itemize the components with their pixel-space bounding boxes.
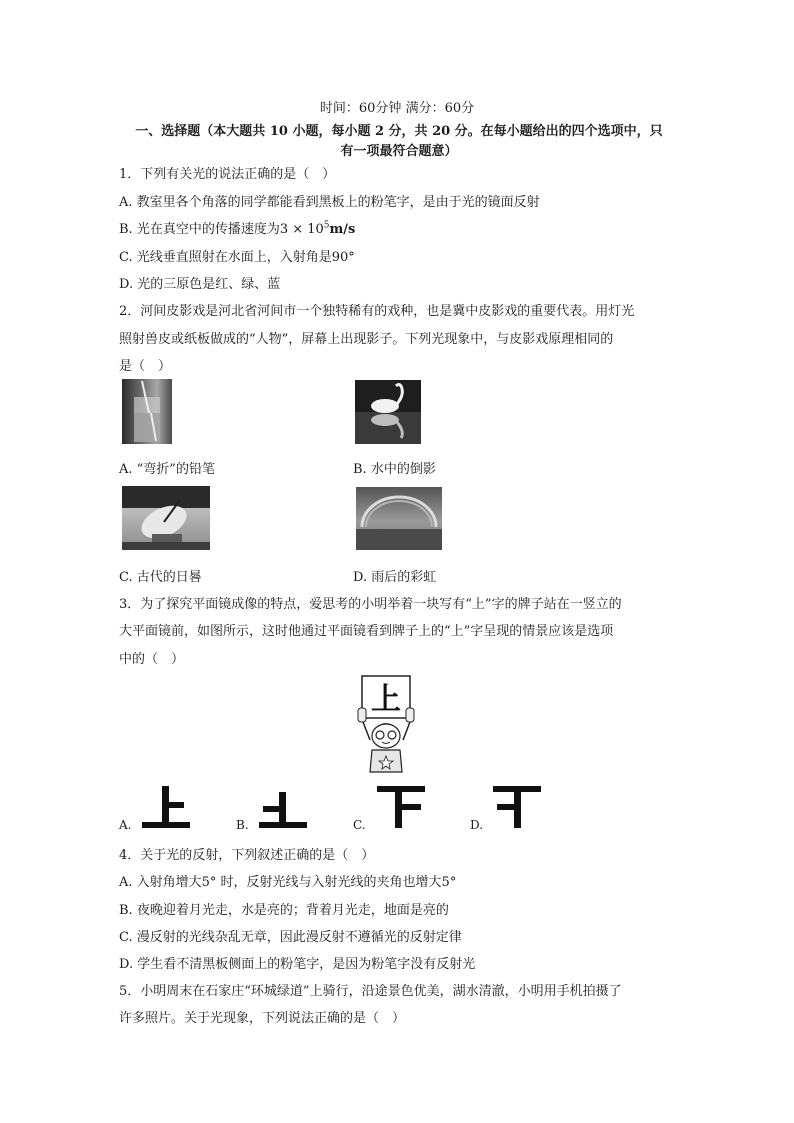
- q1-option-b-text: B. 光在真空中的传播速度为3 × 10: [119, 222, 324, 237]
- q2-stem-line2: 照射兽皮或纸板做成的“人物”，屏幕上出现影子。下列光现象中，与皮影戏原理相同的: [119, 332, 614, 347]
- rainbow-photo: [356, 487, 442, 550]
- q2-option-b: B. 水中的倒影: [353, 462, 436, 477]
- q4-stem: 4．关于光的反射，下列叙述正确的是（ ）: [119, 848, 375, 863]
- q4-option-d: D. 学生看不清黑板侧面上的粉笔字，是因为粉笔字没有反射光: [119, 957, 476, 972]
- q3-option-c-glyph: [377, 786, 425, 830]
- glass-pencil-image: [122, 379, 172, 444]
- q4-option-c: C. 漫反射的光线杂乱无章，因此漫反射不遵循光的反射定律: [119, 930, 462, 945]
- boy-holding-sign-figure: [354, 674, 420, 774]
- rainbow-image: [356, 487, 442, 550]
- q1-option-a: A. 教室里各个角落的同学都能看到黑板上的粉笔字，是由于光的镜面反射: [119, 195, 540, 210]
- boy-illustration: [354, 674, 420, 774]
- q1-option-b-unit: m/s: [329, 222, 356, 237]
- section-title: [119, 122, 679, 162]
- section-title-line1: 一、选择题（本大题共 10 小题，每小题 2 分，共 20 分。在每小题给出的四个选项中，只: [135, 124, 663, 139]
- q2-option-c: C. 古代的日晷: [119, 570, 202, 585]
- q1-option-b-exponent: 5: [323, 220, 330, 231]
- q3-stem-line1: 3．为了探究平面镜成像的特点，爱思考的小明举着一块写有“上”字的牌子站在一竖立的: [119, 597, 622, 612]
- swan-reflection-photo: [355, 380, 421, 444]
- q2-stem-line3: 是（ ）: [119, 359, 172, 374]
- sign-character: 上: [371, 682, 401, 717]
- q3-option-d-label: D.: [470, 818, 484, 832]
- q3-option-b-label: B.: [236, 818, 249, 832]
- q3-stem-line2: 大平面镜前，如图所示，这时他通过平面镜看到牌子上的“上”字呈现的情景应该是选项: [119, 624, 614, 639]
- sundial-image: [122, 486, 210, 550]
- q1-option-d: D. 光的三原色是红、绿、蓝: [119, 277, 281, 292]
- q3-option-b-glyph: [259, 792, 307, 830]
- q3-option-a-label: A.: [119, 818, 132, 832]
- sundial-photo: [122, 486, 210, 550]
- q2-stem-line1: 2．河间皮影戏是河北省河间市一个独特稀有的戏种，也是冀中皮影戏的重要代表。用灯光: [119, 304, 635, 319]
- q1-stem: 1．下列有关光的说法正确的是（ ）: [119, 167, 336, 182]
- q3-option-a-glyph: [142, 786, 190, 830]
- q3-stem-line3: 中的（ ）: [119, 652, 185, 667]
- q4-option-a: A. 入射角增大5° 时，反射光线与入射光线的夹角也增大5°: [119, 875, 457, 890]
- bent-pencil-photo: [122, 379, 172, 444]
- q3-option-c-label: C.: [353, 818, 366, 832]
- section-title-line2: 有一项最符合题意）: [340, 144, 458, 159]
- exam-header: 时间：60分钟 满分：60分: [319, 101, 475, 116]
- q2-option-d: D. 雨后的彩虹: [353, 570, 437, 585]
- swan-image: [355, 380, 421, 444]
- q3-option-d-glyph: [493, 786, 541, 830]
- q2-option-a: A. “弯折”的铅笔: [119, 462, 215, 477]
- q1-option-b: [119, 218, 355, 237]
- q4-option-b: B. 夜晚迎着月光走，水是亮的；背着月光走，地面是亮的: [119, 903, 449, 918]
- q5-stem-line2: 许多照片。关于光现象，下列说法正确的是（ ）: [119, 1011, 406, 1026]
- q1-option-c: C. 光线垂直照射在水面上，入射角是90°: [119, 250, 355, 265]
- q5-stem-line1: 5．小明周末在石家庄“环城绿道”上骑行，沿途景色优美，湖水清澈，小明用手机拍摄了: [119, 984, 622, 999]
